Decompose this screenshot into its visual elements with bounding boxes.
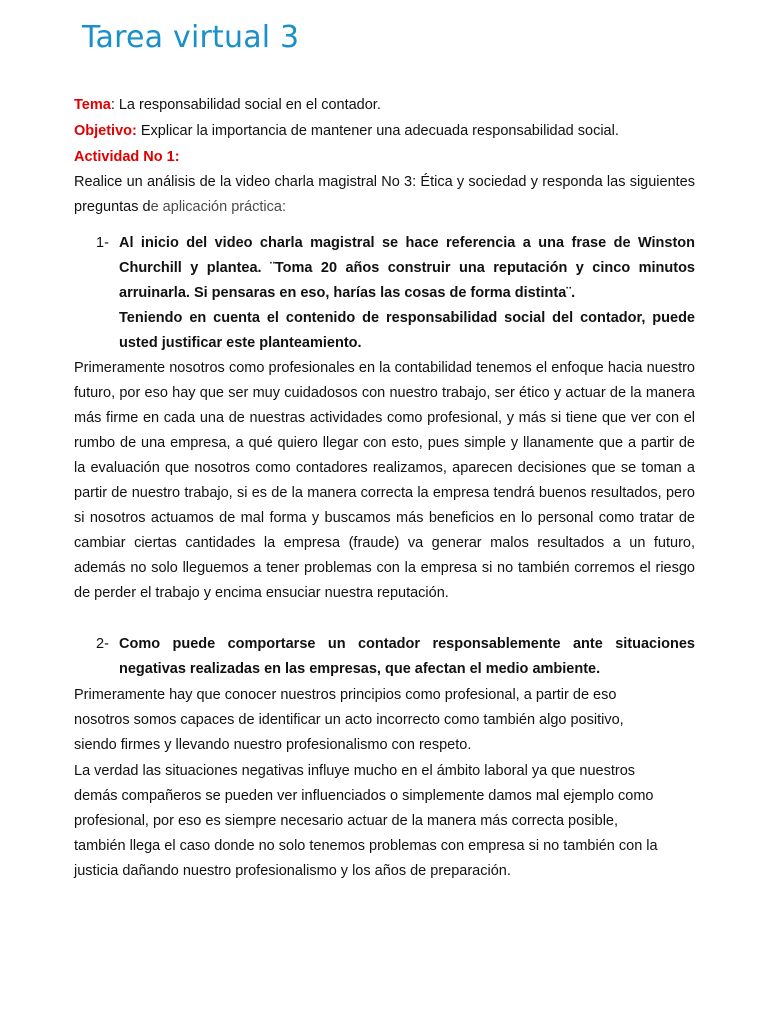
answer-1: Primeramente nosotros como profesionales en la contabilidad tenemos el enfoque hacia nuestro futuro, por eso hay que ser muy cuidadosos con nuestro trabajo, ser ético y actuar de la manera más firme en cada una de nuestras actividades como profesional, y más si tiene que ver con el rumbo de una empresa, a qué quiero llegar con esto, pues simple y llanamente que a partir de la evaluación que nosotros como contadores realizamos, aparecen decisiones que se toman a partir de nuestro trabajo, si es de la manera correcta la empresa tendrá buenos resultados, pero si nosotros actuamos de mal forma y buscamos más beneficios en lo personal como tratar de cambiar ciertas cantidades la empresa (fraude) va generar malos resultados a un futuro, además no solo lleguemos a tener problemas con la empresa si no también corremos el riesgo de perder el trabajo y encima ensuciar nuestra reputación.	[74, 360, 695, 601]
tema-text: : La responsabilidad social en el contador.	[110, 97, 381, 113]
question-text: Al inicio del video charla magistral se hace referencia a una frase de Winston Churchill y plantea. ¨Toma 20 años construir una reputación y cinco minutos arruinarla. Si pensaras en eso, harías las cosas de forma distinta¨.	[119, 235, 695, 301]
question-2	[96, 632, 695, 682]
answer-line: demás compañeros se pueden ver influenciados o simplemente damos mal ejemplo como	[74, 788, 654, 804]
answer-2a	[74, 683, 695, 758]
answer-line: profesional, por eso es siempre necesario actuar de la manera más correcta posible,	[74, 813, 619, 829]
question-1	[96, 231, 695, 356]
objetivo-text: Explicar la importancia de mantener una adecuada responsabilidad social.	[136, 123, 619, 139]
question-number: 2-	[96, 636, 109, 652]
document-title: Tarea virtual 3	[82, 20, 300, 55]
actividad-label: Actividad No 1:	[74, 149, 180, 165]
answer-line: La verdad las situaciones negativas influye mucho en el ámbito laboral ya que nuestros	[74, 763, 636, 779]
answer-line: siendo firmes y llevando nuestro profesionalismo con respeto.	[74, 737, 472, 753]
question-number: 1-	[96, 235, 109, 251]
tema-line	[74, 95, 381, 115]
answer-2b	[74, 759, 714, 884]
activity-intro	[74, 170, 695, 220]
tema-label: Tema	[74, 97, 111, 113]
answer-line: justicia dañando nuestro profesionalismo y los años de preparación.	[74, 863, 511, 879]
answer-line: también llega el caso donde no solo tenemos problemas con empresa si no también con la	[74, 838, 658, 854]
objetivo-label: Objetivo:	[74, 123, 137, 139]
question-text: Como puede comportarse un contador responsablemente ante situaciones negativas realizadas en las empresas, que afectan el medio ambiente.	[119, 636, 695, 677]
answer-line: nosotros somos capaces de identificar un acto incorrecto como también algo positivo,	[74, 712, 624, 728]
answer-line: Primeramente hay que conocer nuestros principios como profesional, a partir de eso	[74, 687, 617, 703]
objetivo-line	[74, 121, 619, 141]
intro-text: Realice un análisis de la video charla magistral No 3: Ética y sociedad y responda las siguientes preguntas d	[74, 174, 695, 215]
question-followup: Teniendo en cuenta el contenido de responsabilidad social del contador, puede usted justificar este planteamiento.	[119, 310, 695, 351]
intro-text-tail: e aplicación práctica:	[150, 199, 287, 215]
